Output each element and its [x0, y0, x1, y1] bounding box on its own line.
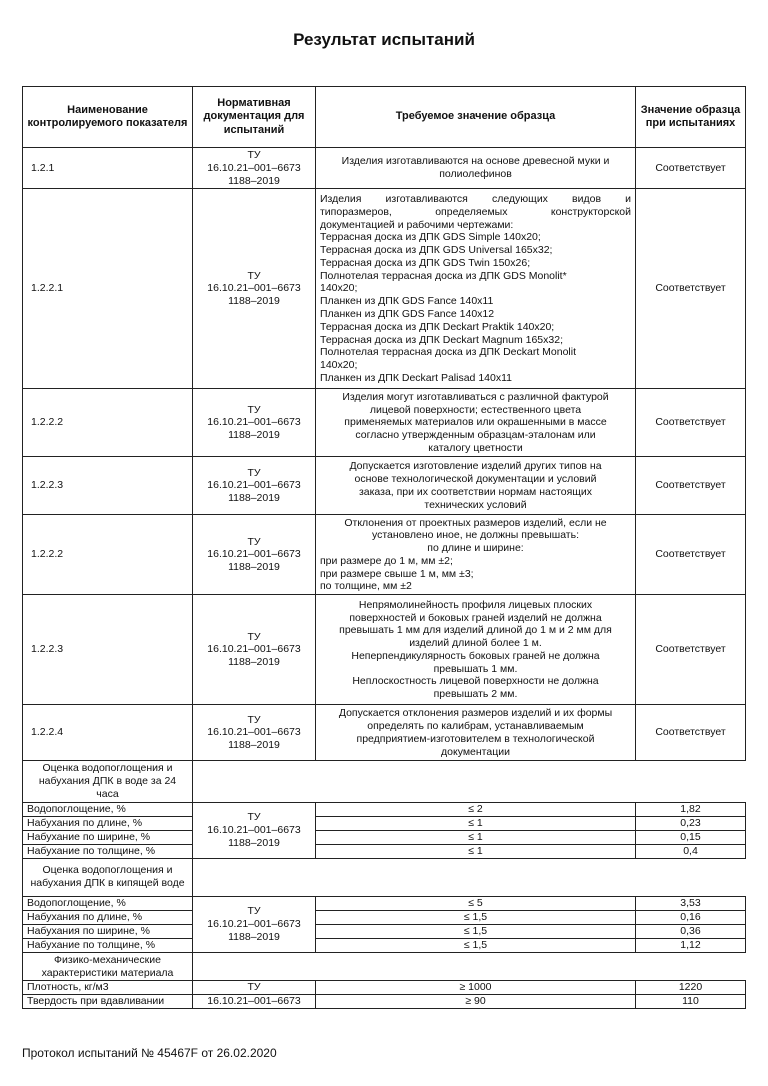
test-value: 0,16	[636, 910, 746, 924]
table-row	[23, 148, 746, 189]
indicator-name: Набухания по длине, %	[23, 816, 193, 830]
row-doc: ТУ 16.10.21–001–6673 1188–2019	[193, 457, 316, 515]
row-value: Соответствует	[636, 457, 746, 515]
table-row	[23, 515, 746, 595]
test-value: 0,15	[636, 830, 746, 844]
row-requirement: Допускается изготовление изделий других типов на основе технологической документации и условий заказа, при их соответствии нормам настоящих технических условий	[316, 457, 636, 515]
section-title: Оценка водопоглощения и набухания ДПК в кипящей воде	[23, 858, 193, 896]
required-value: ≥ 90	[316, 995, 636, 1009]
section-header-boiling	[23, 858, 746, 896]
header-indicator: Наименование контролируемого показателя	[23, 87, 193, 148]
table-row	[23, 457, 746, 515]
table-row	[23, 896, 746, 910]
indicator-name: Плотность, кг/м3	[23, 981, 193, 995]
row-doc: ТУ 16.10.21–001–6673 1188–2019	[193, 389, 316, 457]
row-value: Соответствует	[636, 148, 746, 189]
table-row	[23, 995, 746, 1009]
row-value: Соответствует	[636, 189, 746, 389]
test-value: 3,53	[636, 896, 746, 910]
indicator-name: Водопоглощение, %	[23, 896, 193, 910]
table-row	[23, 844, 746, 858]
table-row	[23, 189, 746, 389]
indicator-name: Набухания по длине, %	[23, 910, 193, 924]
indicator-name: Набухание по толщине, %	[23, 938, 193, 952]
row-value: Соответствует	[636, 705, 746, 761]
header-test-value: Значение образца при испытаниях	[636, 87, 746, 148]
test-value: 0,36	[636, 924, 746, 938]
row-requirement: Допускается отклонения размеров изделий и их формы определять по калибрам, устанавливаемым предприятием-изготовителем в технологической документации	[316, 705, 636, 761]
row-doc: ТУ 16.10.21–001–6673 1188–2019	[193, 705, 316, 761]
row-doc: ТУ 16.10.21–001–6673 1188–2019	[193, 595, 316, 705]
row-doc: ТУ	[193, 981, 316, 995]
row-code: 1.2.2.4	[23, 705, 193, 761]
row-code: 1.2.2.3	[23, 595, 193, 705]
test-value: 1,82	[636, 802, 746, 816]
table-row	[23, 389, 746, 457]
required-value: ≥ 1000	[316, 981, 636, 995]
required-value: ≤ 1,5	[316, 938, 636, 952]
row-doc: ТУ 16.10.21–001–6673 1188–2019	[193, 802, 316, 858]
test-value: 0,23	[636, 816, 746, 830]
test-value: 110	[636, 995, 746, 1009]
row-requirement: Изделия изготавливаются на основе древесной муки и полиолефинов	[316, 148, 636, 189]
row-code: 1.2.2.2	[23, 515, 193, 595]
row-doc: ТУ 16.10.21–001–6673 1188–2019	[193, 896, 316, 952]
row-doc: ТУ 16.10.21–001–6673 1188–2019	[193, 189, 316, 389]
table-header-row	[23, 87, 746, 148]
protocol-footer: Протокол испытаний № 45467F от 26.02.2020	[22, 1046, 277, 1060]
table-row	[23, 595, 746, 705]
row-requirement: Изделия изготавливаются следующих видов и типоразмеров, определяемых конструкторской документацией и рабочими чертежами: Террасная доска из ДПК GDS Simple 140x20; Террасная доска из ДПК GDS Universal 165x32; Террасная доска из ДПК GDS Twin 150x26; Полнотелая террасная доска из ДПК GDS Monolit* 140x20; Планкен из ДПК GDS Fance 140x11 Планкен из ДПК GDS Fance 140x12 Террасная доска из ДПК Deckart Praktik 140x20; Террасная доска из ДПК Deckart Magnum 165x32; Полнотелая террасная доска из ДПК Deckart Monolit 140x20; Планкен из ДПК Deckart Palisad 140x11	[316, 189, 636, 389]
required-value: ≤ 1	[316, 844, 636, 858]
table-row	[23, 705, 746, 761]
row-requirement: Непрямолинейность профиля лицевых плоских поверхностей и боковых граней изделий не должна превышать 1 мм для изделий длиной до 1 м и 2 мм для изделий длиной более 1 м. Неперпендикулярность боковых граней не должна превышать 1 мм. Неплоскостность лицевой поверхности не должна превышать 2 мм.	[316, 595, 636, 705]
header-documentation: Нормативная документация для испытаний	[193, 87, 316, 148]
row-code: 1.2.2.2	[23, 389, 193, 457]
table-row	[23, 938, 746, 952]
indicator-name: Набухание по ширине, %	[23, 830, 193, 844]
results-table	[22, 86, 746, 1009]
header-required-value: Требуемое значение образца	[316, 87, 636, 148]
table-row	[23, 830, 746, 844]
indicator-name: Набухания по ширине, %	[23, 924, 193, 938]
table-row	[23, 910, 746, 924]
table-row	[23, 802, 746, 816]
row-value: Соответствует	[636, 515, 746, 595]
row-doc: 16.10.21–001–6673	[193, 995, 316, 1009]
test-value: 0,4	[636, 844, 746, 858]
test-value: 1,12	[636, 938, 746, 952]
required-value: ≤ 2	[316, 802, 636, 816]
document-title: Результат испытаний	[293, 30, 475, 49]
row-requirement: Отклонения от проектных размеров изделий, если не установлено иное, не должны превышать: по длине и ширине: при размере до 1 м, мм ±2; при размере свыше 1 м, мм ±3; по толщине, мм ±2	[316, 515, 636, 595]
row-doc: ТУ 16.10.21–001–6673 1188–2019	[193, 515, 316, 595]
indicator-name: Твердость при вдавливании	[23, 995, 193, 1009]
test-value: 1220	[636, 981, 746, 995]
section-header-physical	[23, 952, 746, 981]
row-value: Соответствует	[636, 595, 746, 705]
table-row	[23, 924, 746, 938]
row-value: Соответствует	[636, 389, 746, 457]
section-title: Оценка водопоглощения и набухания ДПК в воде за 24 часа	[23, 761, 193, 802]
required-value: ≤ 1	[316, 816, 636, 830]
row-doc: ТУ 16.10.21–001–6673 1188–2019	[193, 148, 316, 189]
row-code: 1.2.2.3	[23, 457, 193, 515]
row-requirement: Изделия могут изготавливаться с различной фактурой лицевой поверхности; естественного цвета применяемых материалов или окрашенными в массе согласно утвержденным образцам-эталонам или каталогу цветности	[316, 389, 636, 457]
indicator-name: Водопоглощение, %	[23, 802, 193, 816]
required-value: ≤ 1,5	[316, 910, 636, 924]
indicator-name: Набухание по толщине, %	[23, 844, 193, 858]
required-value: ≤ 1,5	[316, 924, 636, 938]
table-row	[23, 981, 746, 995]
row-code: 1.2.2.1	[23, 189, 193, 389]
row-code: 1.2.1	[23, 148, 193, 189]
required-value: ≤ 1	[316, 830, 636, 844]
required-value: ≤ 5	[316, 896, 636, 910]
section-header-24h	[23, 761, 746, 802]
table-row	[23, 816, 746, 830]
section-title: Физико-механические характеристики материала	[23, 952, 193, 981]
